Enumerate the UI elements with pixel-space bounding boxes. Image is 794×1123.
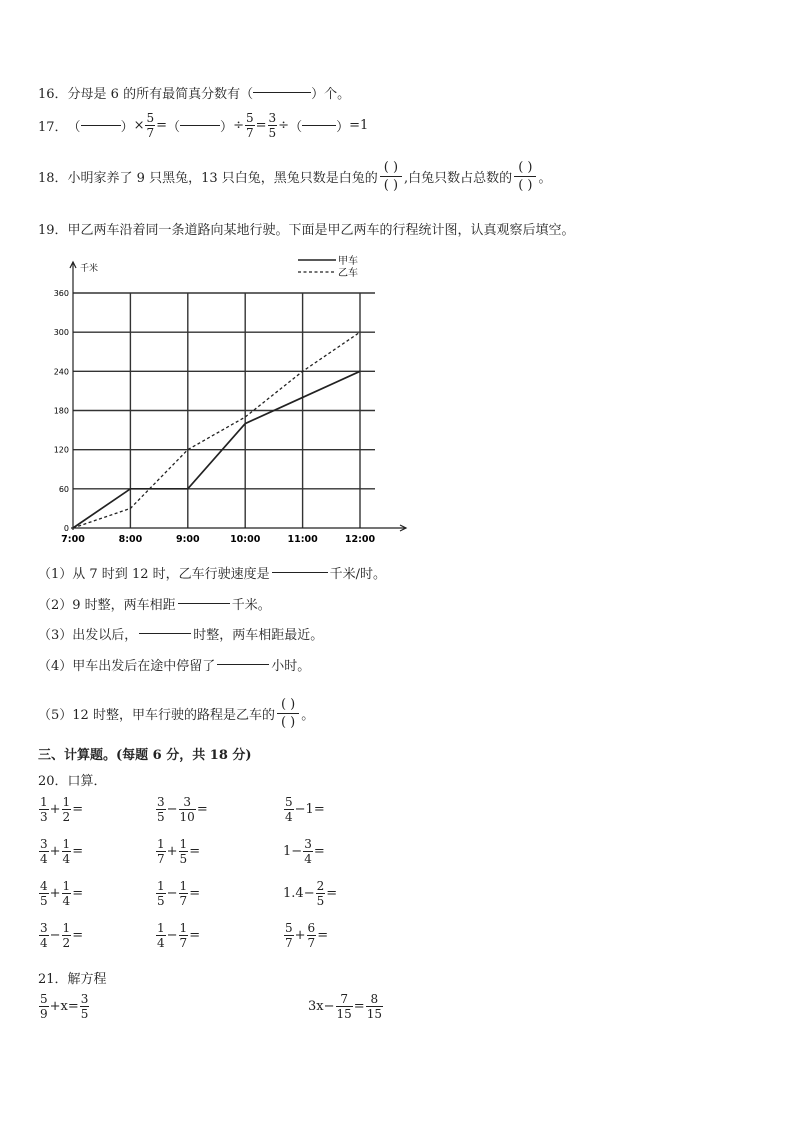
- calc-fraction: $\frac{1}{7}$: [179, 879, 188, 908]
- x-tick-label: 11:00: [287, 534, 318, 545]
- calc-fraction: $\frac{1}{2}$: [62, 795, 71, 824]
- q17-eq-1: =: [156, 118, 168, 133]
- y-axis-arrow: [70, 262, 76, 268]
- y-tick-label: 300: [53, 328, 69, 338]
- eq1-frac-b: $\frac{3}{5}$: [80, 992, 89, 1021]
- calc-symbol: =: [196, 802, 208, 817]
- eq2-eq: =: [353, 999, 365, 1014]
- q17-blank-1[interactable]: [81, 125, 121, 126]
- sub-question-text-a: （1）从 7 时到 12 时，乙车行驶速度是: [38, 567, 270, 582]
- y-axis-label: 千米: [80, 264, 99, 274]
- calc-number: 1: [305, 802, 314, 817]
- calc-symbol: −: [291, 844, 303, 859]
- x-tick-label: 10:00: [230, 534, 261, 545]
- y-tick-label: 360: [53, 289, 69, 298]
- calc-fraction: $\frac{3}{4}$: [40, 921, 48, 950]
- calc-fraction: $\frac{6}{7}$: [307, 921, 316, 950]
- q17-fraction-5-7b: $\frac{5}{7}$: [245, 111, 254, 140]
- q17-fraction-5-7a: $\frac{5}{7}$: [146, 111, 155, 140]
- sub-question-text-b: 时整，两车相距最近。: [193, 628, 324, 643]
- calc-symbol: +: [49, 802, 61, 817]
- calc-item-r1-c3: [283, 796, 325, 823]
- question-17: [38, 112, 368, 139]
- calc-fraction: $\frac{1}{2}$: [62, 921, 71, 950]
- sub-question-text-b: 小时。: [271, 659, 311, 674]
- q21-label: 21．解方程: [38, 972, 107, 987]
- sub-question-text-b: 千米。: [231, 598, 271, 613]
- x-tick-label: 8:00: [118, 534, 143, 545]
- calc-fraction: $\frac{1}{5}$: [179, 837, 188, 866]
- calc-fraction: $\frac{1}{7}$: [179, 921, 188, 950]
- calc-symbol: −: [49, 928, 61, 943]
- q18-text-b: ,白兔只数占总数的: [404, 171, 513, 186]
- calc-symbol: =: [72, 844, 84, 859]
- calc-fraction: $\frac{5}{7}$: [285, 921, 293, 950]
- sub-question-text-b: 千米/时。: [329, 567, 387, 582]
- calc-symbol: =: [189, 928, 201, 943]
- calc-item-r2-c3: [283, 838, 325, 865]
- calc-item-r1-c1: [38, 796, 83, 823]
- calc-symbol: =: [72, 802, 84, 817]
- q17-fraction-3-5: $\frac{3}{5}$: [268, 111, 277, 140]
- calc-number: 1: [283, 844, 292, 859]
- q19-number: 19．: [38, 223, 68, 238]
- y-tick-label: 60: [58, 484, 69, 494]
- sub-question-4: [38, 655, 310, 674]
- legend-label-1: 甲车: [338, 256, 358, 267]
- q17-rparen-2: ）: [220, 120, 234, 135]
- calc-fraction: $\frac{1}{4}$: [62, 879, 71, 908]
- q18-number: 18．: [38, 171, 68, 186]
- q16-number: 16．: [38, 87, 68, 102]
- y-tick-label: 240: [53, 367, 69, 377]
- y-tick-label: 180: [53, 406, 69, 416]
- y-tick-label: 0: [63, 524, 69, 533]
- calc-fraction: $\frac{3}{5}$: [157, 795, 165, 824]
- q20-label: 20．口算．: [38, 774, 107, 789]
- q17-blank-2[interactable]: [180, 125, 220, 126]
- section-3-heading: 三、计算题。(每题 6 分，共 18 分): [38, 748, 252, 763]
- calc-symbol: −: [303, 886, 315, 901]
- eq2-frac-a: $\frac{7}{15}$: [336, 992, 352, 1021]
- sub-question-3: [38, 624, 323, 643]
- calc-number: 1.4: [283, 886, 304, 901]
- question-18: [38, 160, 551, 193]
- equation-1: [38, 993, 90, 1020]
- calc-symbol: −: [294, 802, 306, 817]
- y-tick-label: 120: [53, 445, 69, 455]
- eq2-frac-b: $\frac{8}{15}$: [366, 992, 382, 1021]
- q18-text-a: 小明家养了 9 只黑兔，13 只白兔，黑兔只数是白兔的: [67, 171, 378, 186]
- eq1-mid: +x=: [49, 999, 79, 1014]
- calc-symbol: =: [189, 886, 201, 901]
- sub-question-1: [38, 563, 386, 582]
- q17-lparen-1: （: [67, 120, 81, 135]
- q19-text: 甲乙两车沿着同一条道路向某地行驶。下面是甲乙两车的行程统计图，认真观察后填空。: [67, 223, 575, 238]
- eq1-frac-a: $\frac{5}{9}$: [40, 992, 48, 1021]
- q17-number: 17．: [38, 120, 68, 135]
- question-20: [38, 770, 107, 789]
- x-tick-label: 12:00: [344, 534, 376, 545]
- sub-question-answer-blank[interactable]: [272, 572, 328, 573]
- q16-text-b: ）个。: [311, 87, 351, 102]
- series-line-1: [73, 371, 360, 528]
- q17-end: =1: [349, 118, 369, 133]
- q17-times: ×: [133, 118, 145, 133]
- question-19: [38, 219, 575, 238]
- x-tick-label: 7:00: [61, 534, 85, 545]
- calc-symbol: +: [49, 844, 61, 859]
- sub-question-text-a: （4）甲车出发后在途中停留了: [38, 659, 216, 674]
- calc-symbol: +: [294, 928, 306, 943]
- q17-lparen-3: （: [289, 120, 303, 135]
- calc-symbol: −: [166, 928, 178, 943]
- calc-symbol: −: [166, 886, 178, 901]
- calc-fraction: $\frac{5}{4}$: [285, 795, 293, 824]
- q17-lparen-2: （: [167, 120, 181, 135]
- sub-question-text-a: （5）12 时整，甲车行驶的路程是乙车的: [38, 708, 275, 723]
- calc-symbol: =: [317, 928, 329, 943]
- sub-question-2: [38, 594, 271, 613]
- x-tick-label: 9:00: [175, 534, 200, 545]
- calc-item-r3-c3: [283, 880, 337, 907]
- question-16: [38, 83, 350, 102]
- legend-label-2: 乙车: [338, 268, 358, 279]
- q17-eq-2: =: [255, 118, 267, 133]
- calc-item-r4-c1: [38, 922, 83, 949]
- calc-item-r3-c1: [38, 880, 83, 907]
- calc-symbol: =: [326, 886, 338, 901]
- sub-question-5-answer-fraction[interactable]: ( ) ( ): [277, 697, 299, 730]
- calc-symbol: =: [189, 844, 201, 859]
- calc-item-r1-c2: [155, 796, 208, 823]
- calc-item-r2-c1: [38, 838, 83, 865]
- sub-question-text-a: （3）出发以后，: [38, 628, 138, 643]
- calc-item-r4-c3: [283, 922, 328, 949]
- q17-div-1: ÷: [233, 118, 244, 133]
- calc-fraction: $\frac{3}{4}$: [304, 837, 312, 866]
- calc-fraction: $\frac{1}{4}$: [62, 837, 71, 866]
- calc-fraction: $\frac{4}{5}$: [40, 879, 48, 908]
- eq2-lead: 3x−: [308, 999, 335, 1014]
- calc-symbol: −: [166, 802, 178, 817]
- q17-rparen-1: ）: [120, 120, 134, 135]
- calc-symbol: =: [72, 886, 84, 901]
- sub-question-5: [38, 697, 314, 730]
- calc-item-r3-c2: [155, 880, 200, 907]
- calc-fraction: $\frac{3}{4}$: [40, 837, 48, 866]
- q17-rparen-3: ）: [336, 120, 350, 135]
- question-21: [38, 968, 107, 987]
- q18-answer-fraction-2[interactable]: ( ) ( ): [514, 160, 536, 193]
- q18-end: 。: [538, 171, 552, 186]
- calc-item-r2-c2: [155, 838, 200, 865]
- calc-symbol: =: [72, 928, 84, 943]
- q17-div-2: ÷: [278, 118, 290, 133]
- q16-text-a: 分母是 6 的所有最简真分数有（: [67, 87, 254, 102]
- calc-fraction: $\frac{1}{4}$: [157, 921, 165, 950]
- q17-blank-3[interactable]: [302, 125, 336, 126]
- series-line-2: [73, 332, 360, 528]
- calc-symbol: +: [166, 844, 178, 859]
- q18-answer-fraction-1[interactable]: ( ) ( ): [380, 160, 402, 193]
- calc-fraction: $\frac{3}{10}$: [179, 795, 195, 824]
- calc-fraction: $\frac{1}{7}$: [157, 837, 165, 866]
- calc-item-r4-c2: [155, 922, 200, 949]
- sub-question-answer-blank[interactable]: [139, 633, 191, 634]
- sub-question-answer-blank[interactable]: [217, 664, 269, 665]
- calc-symbol: =: [313, 802, 325, 817]
- calc-symbol: =: [313, 844, 325, 859]
- sub-question-text-a: （2）9 时整，两车相距: [38, 598, 176, 613]
- x-axis-arrow: [400, 525, 406, 531]
- calc-fraction: $\frac{1}{3}$: [40, 795, 48, 824]
- calc-fraction: $\frac{1}{5}$: [157, 879, 165, 908]
- sub-question-answer-blank[interactable]: [178, 603, 230, 604]
- sub-question-text-b: 。: [301, 708, 315, 723]
- q16-answer-blank[interactable]: [253, 92, 311, 93]
- calc-fraction: $\frac{2}{5}$: [316, 879, 325, 908]
- calc-symbol: +: [49, 886, 61, 901]
- equation-2: [308, 993, 384, 1020]
